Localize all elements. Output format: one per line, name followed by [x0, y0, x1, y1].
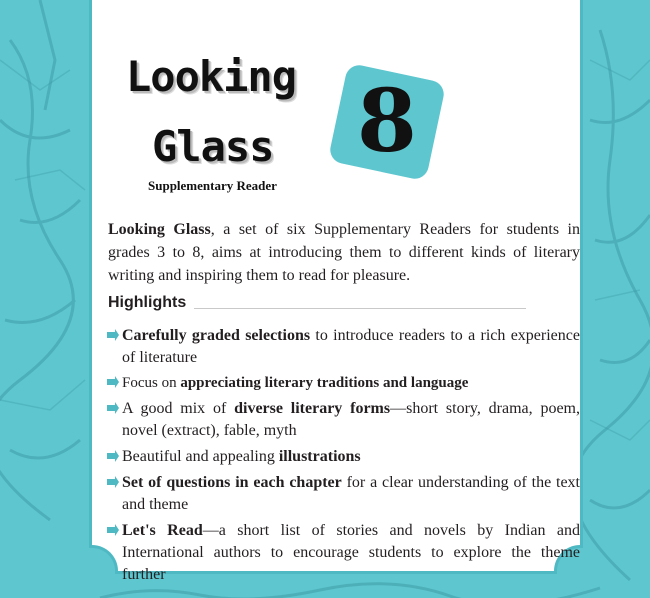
highlights-heading: Highlights	[108, 294, 187, 311]
arrow-bullet-icon	[106, 523, 120, 537]
arrow-bullet-icon	[106, 401, 120, 415]
grade-badge	[328, 63, 447, 182]
highlight-before: A good mix of	[122, 400, 235, 417]
highlight-bold: Carefully graded selections	[122, 327, 311, 344]
highlight-bold: Set of questions in each chapter	[122, 474, 342, 491]
highlight-bold: illustrations	[278, 448, 361, 465]
highlight-item	[106, 520, 580, 586]
highlight-item	[106, 398, 580, 442]
logo-title-line1: Looking	[126, 52, 297, 101]
arrow-bullet-icon	[106, 475, 120, 489]
grade-number: 8	[357, 71, 417, 172]
arrow-bullet-icon	[106, 375, 120, 389]
highlight-after: to introduce readers to a rich experience of literature	[122, 327, 580, 366]
highlight-after: —a short list of stories and novels by Indian and International authors to encourage students to explore the theme further	[122, 522, 580, 583]
intro-paragraph	[108, 218, 580, 287]
highlight-item	[106, 446, 580, 468]
highlight-after: —short story, drama, poem, novel (extract), fable, myth	[122, 400, 581, 439]
intro-series-name: Looking Glass	[108, 221, 211, 238]
arrow-bullet-icon	[106, 449, 120, 463]
highlight-item	[106, 325, 580, 369]
intro-text: , a set of six Supplementary Readers for students in grades 3 to 8, aims at introducing them to different kinds of literary writing and inspiring them to read for pleasure.	[108, 221, 580, 284]
arrow-bullet-icon	[106, 328, 120, 342]
highlights-divider	[194, 308, 526, 309]
logo-subtitle: Supplementary Reader	[148, 178, 277, 193]
highlight-bold: Let's Read	[122, 522, 203, 539]
highlight-after: for a clear understanding of the text and theme	[122, 474, 580, 513]
highlight-item	[106, 372, 580, 394]
highlight-bold: appreciating literary traditions and language	[180, 375, 469, 391]
highlight-before: Focus on	[122, 375, 181, 391]
highlight-before: Beautiful and appealing	[122, 448, 279, 465]
logo-title-line2: Glass	[152, 122, 274, 171]
highlight-item	[106, 472, 580, 516]
highlight-bold: diverse literary forms	[234, 400, 391, 417]
